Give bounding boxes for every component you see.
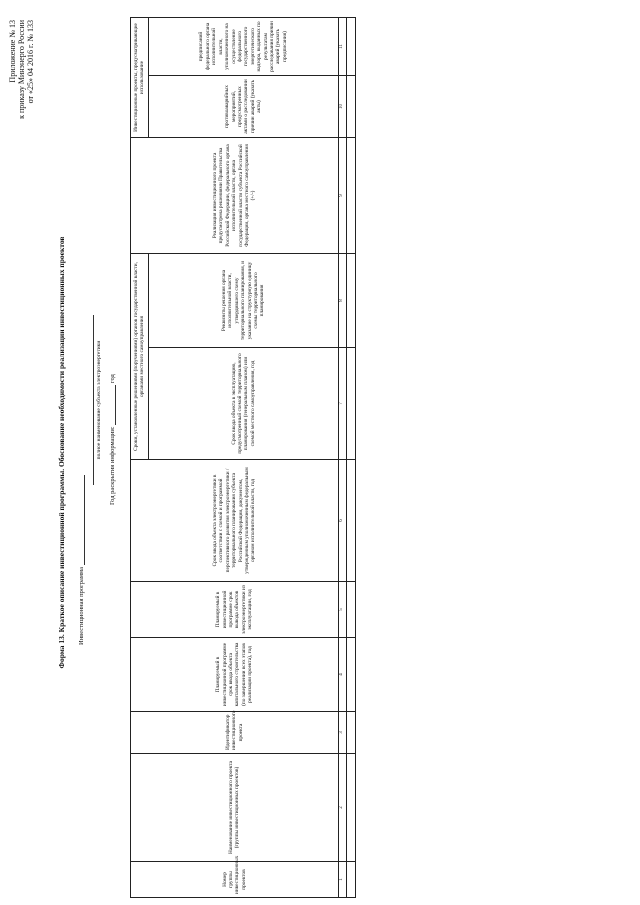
empty-cell	[346, 862, 355, 898]
column-number: 4	[338, 638, 346, 712]
empty-cell	[346, 76, 355, 138]
column-number: 2	[338, 754, 346, 862]
header-col-5: Планируемый в инвестиционной программе срок вывода объектов электроэнергетики из эксплуатации, год	[131, 582, 339, 638]
header-col-3: Идентификатор инвестиционного проекта	[131, 712, 339, 754]
column-number: 10	[338, 76, 346, 138]
subject-rule	[93, 315, 95, 485]
column-number: 1	[338, 862, 346, 898]
header-group-7-8: Сроки, установленные решениями (поручениями) органов государственной власти, органами местного самоуправления	[131, 254, 149, 460]
header-col-7: Срок ввода объекта в эксплуатацию, предусмотренный схемой территориального планирования (генеральным планом) или схемой местного самоуправления, год	[148, 348, 338, 460]
appendix-block	[8, 20, 35, 119]
year-label: Год раскрытия информации:	[109, 426, 116, 505]
header-col-2: Наименование инвестиционного проекта (группы инвестиционных проектов)	[131, 754, 339, 862]
empty-cell	[346, 460, 355, 582]
column-number-row	[338, 17, 346, 897]
header-row-1	[131, 17, 149, 897]
program-line	[77, 475, 85, 645]
empty-cell	[346, 582, 355, 638]
header-col-4: Планируемый в инвестиционной программе срок ввода объекта капитального строительства (по завершении всех этапов реализации проекта), год	[131, 638, 339, 712]
subject-line	[93, 315, 102, 485]
empty-cell	[346, 712, 355, 754]
header-col-11: предписаний федерального органа исполнительной власти, уполномоченного на осуществление федерального государственного энергетического надзора, выданных по результатам расследования причин аварий (указать предписания)	[148, 17, 338, 75]
empty-data-row	[346, 17, 355, 897]
column-number: 3	[338, 712, 346, 754]
header-col-9: Реализация инвестиционного проекта предусмотрена решениями Правительства Российской Федерации, федерального органа исполнительной власти, органа государственной власти субъекта Российской Федерации, органа местного самоуправления (+/-)	[131, 138, 339, 254]
form-title: Форма 13. Краткое описание инвестиционной программы. Обоснование необходимости реализации инвестиционных проектов	[57, 236, 66, 669]
empty-cell	[346, 754, 355, 862]
appendix-line-3: от «25» 04 2016 г. № 133	[26, 20, 35, 104]
column-number: 5	[338, 582, 346, 638]
header-col-6: Срок ввода объекта электроэнергетики в соответствии с схемой и программой перспективного развития электроэнергетики / территориального планирования субъекта Российской Федерации, документом, утвержденным уполномоченным федеральным органом исполнительной власти, год	[131, 460, 339, 582]
year-suffix: год	[109, 374, 116, 384]
column-number: 11	[338, 17, 346, 75]
appendix-line-2: к приказу Минэнерго России	[17, 20, 26, 119]
appendix-line-1: Приложение № 13	[8, 20, 17, 83]
empty-cell	[346, 254, 355, 348]
program-blank	[77, 475, 85, 565]
empty-cell	[346, 638, 355, 712]
column-number: 7	[338, 348, 346, 460]
header-group-10-11: Инвестиционные проекты, предусматривающие использование	[131, 17, 149, 137]
empty-cell	[346, 17, 355, 75]
column-number: 6	[338, 460, 346, 582]
year-blank	[108, 385, 116, 425]
header-col-10: противоаварийных мероприятий, предусмотренных актами о расследовании причин аварий (указать акты)	[148, 76, 338, 138]
empty-cell	[346, 348, 355, 460]
empty-cell	[346, 138, 355, 254]
column-number: 9	[338, 138, 346, 254]
year-line	[108, 374, 116, 505]
form-table	[130, 17, 356, 898]
program-label: Инвестиционная программа	[78, 567, 85, 645]
column-number: 8	[338, 254, 346, 348]
header-col-1: Номер группы инвестиционных проектов	[131, 862, 339, 898]
subject-caption: полное наименование субъекта электроэнергетики	[96, 340, 102, 460]
header-col-8: Реквизиты решения органа исполнительной власти, утвердившего схему территориального планирования, и указание на структурную единицу схемы территориального планирования	[148, 254, 338, 348]
